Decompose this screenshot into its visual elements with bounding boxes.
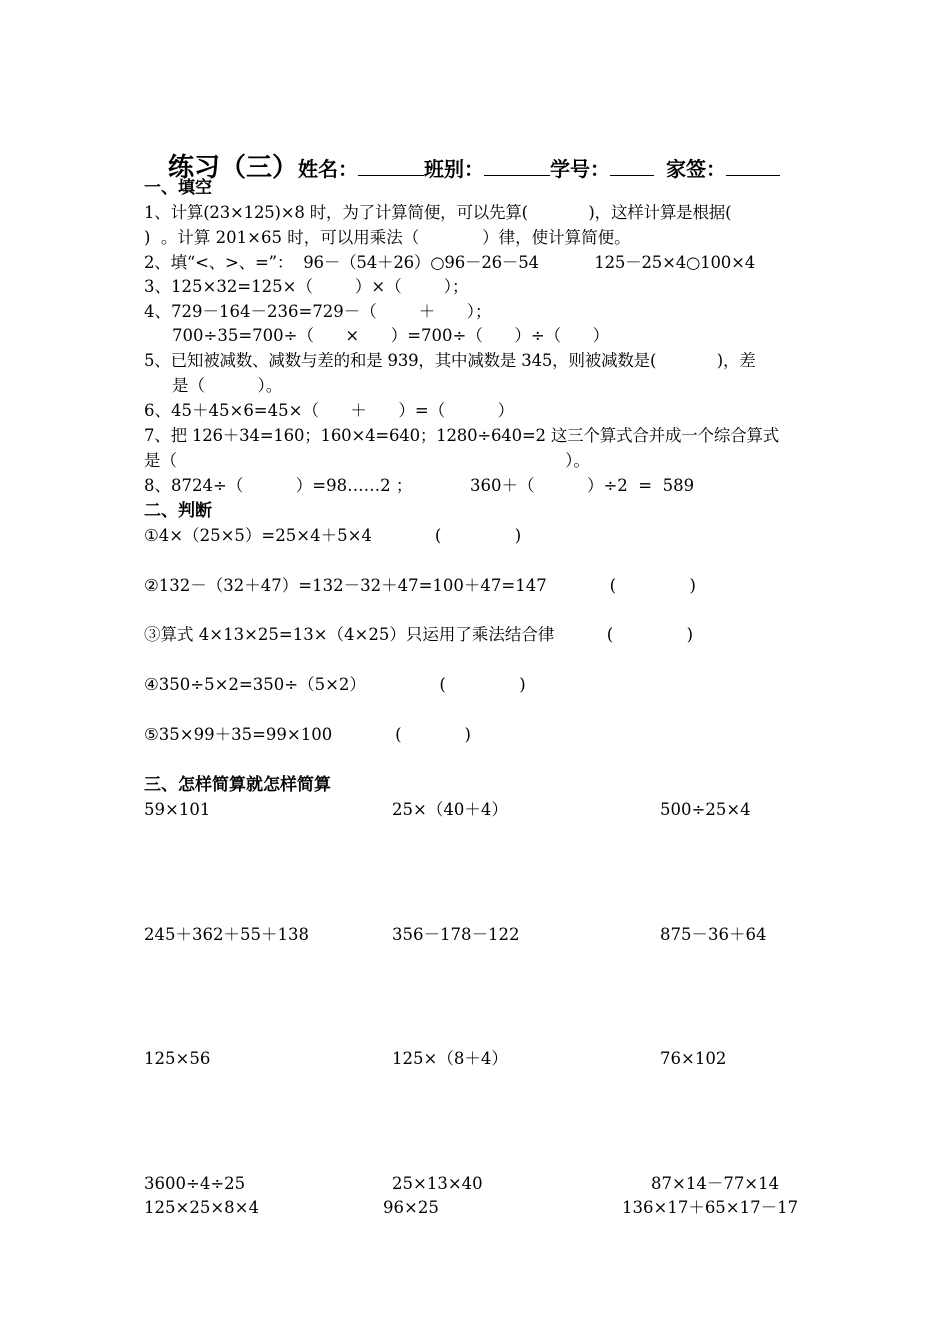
worksheet-title: 练习（三） [167,153,298,183]
calc-problem: 245＋362＋55＋138 [144,925,309,944]
judge-item: ③算式 4×13×25=13×（4×25）只运用了乘法结合律 ( ) [144,625,694,644]
calc-problem: 87×14－77×14 [651,1174,780,1193]
class-blank[interactable] [484,157,550,176]
header-line [145,133,780,203]
calc-problem: 3600÷4÷25 [144,1174,246,1193]
fill-line: 5、已知被减数、减数与差的和是 939，其中减数是 345，则被减数是( )，差 [144,351,756,370]
fill-line: 1、计算(23×125)×8 时，为了计算简便，可以先算( )，这样计算是根据( [144,203,732,222]
judge-item: ①4×（25×5）=25×4＋5×4 ( ) [144,526,522,545]
fill-line: 8、8724÷（ ）=98……2 ； 360＋（ ）÷2 = 589 [144,476,695,495]
section-judge-title: 二、判断 [144,501,212,521]
name-label: 姓名： [298,157,358,181]
judge-item: ④350÷5×2=350÷（5×2） ( ) [144,675,526,694]
student-id-label: 学号： [550,157,610,181]
calc-problem: 356－178－122 [392,925,520,944]
calc-problem: 136×17＋65×17－17 [622,1198,799,1217]
fill-line: 是（ ）。 [172,376,283,395]
fill-line: 6、45＋45×6=45×（ ＋ ）=（ ） [144,401,515,420]
calc-problem: 25×13×40 [392,1174,483,1193]
fill-line: 700÷35=700÷（ × ）=700÷（ ）÷（ ） [172,326,610,345]
parent-sign-label: 家签： [666,157,726,181]
judge-item: ⑤35×99＋35=99×100 ( ) [144,725,471,744]
section-calc-title: 三、怎样简算就怎样简算 [144,775,331,795]
fill-line: 3、125×32=125×（ ）×（ ）； [144,277,469,296]
calc-problem: 96×25 [383,1198,439,1217]
judge-item: ②132－（32＋47）=132－32＋47=100＋47=147 ( ) [144,576,696,595]
calc-problem: 76×102 [660,1049,727,1068]
fill-line: 是（ ）。 [144,451,590,470]
calc-problem: 125×56 [144,1049,211,1068]
fill-line: 4、729－164－236=729－（ ＋ ）； [144,302,492,321]
name-blank[interactable] [358,157,424,176]
class-label: 班别： [424,157,484,181]
calc-problem: 59×101 [144,800,211,819]
calc-problem: 500÷25×4 [660,800,751,819]
fill-line: 2、填“<、>、=”： 96－（54＋26）○96－26－54 125－25×4○100×4 [144,253,756,272]
student-id-blank[interactable] [610,157,654,176]
fill-line: ) 。计算 201×65 时，可以用乘法（ ）律，使计算简便。 [144,228,631,247]
calc-problem: 25×（40＋4） [392,800,508,819]
calc-problem: 125×（8＋4） [392,1049,508,1068]
parent-sign-blank[interactable] [726,157,780,176]
fill-line: 7、把 126＋34=160；160×4=640；1280÷640=2 这三个算式合并成一个综合算式 [144,426,780,445]
calc-problem: 125×25×8×4 [144,1198,259,1217]
calc-problem: 875－36＋64 [660,925,767,944]
section-fill-title: 一、填空 [144,178,212,198]
